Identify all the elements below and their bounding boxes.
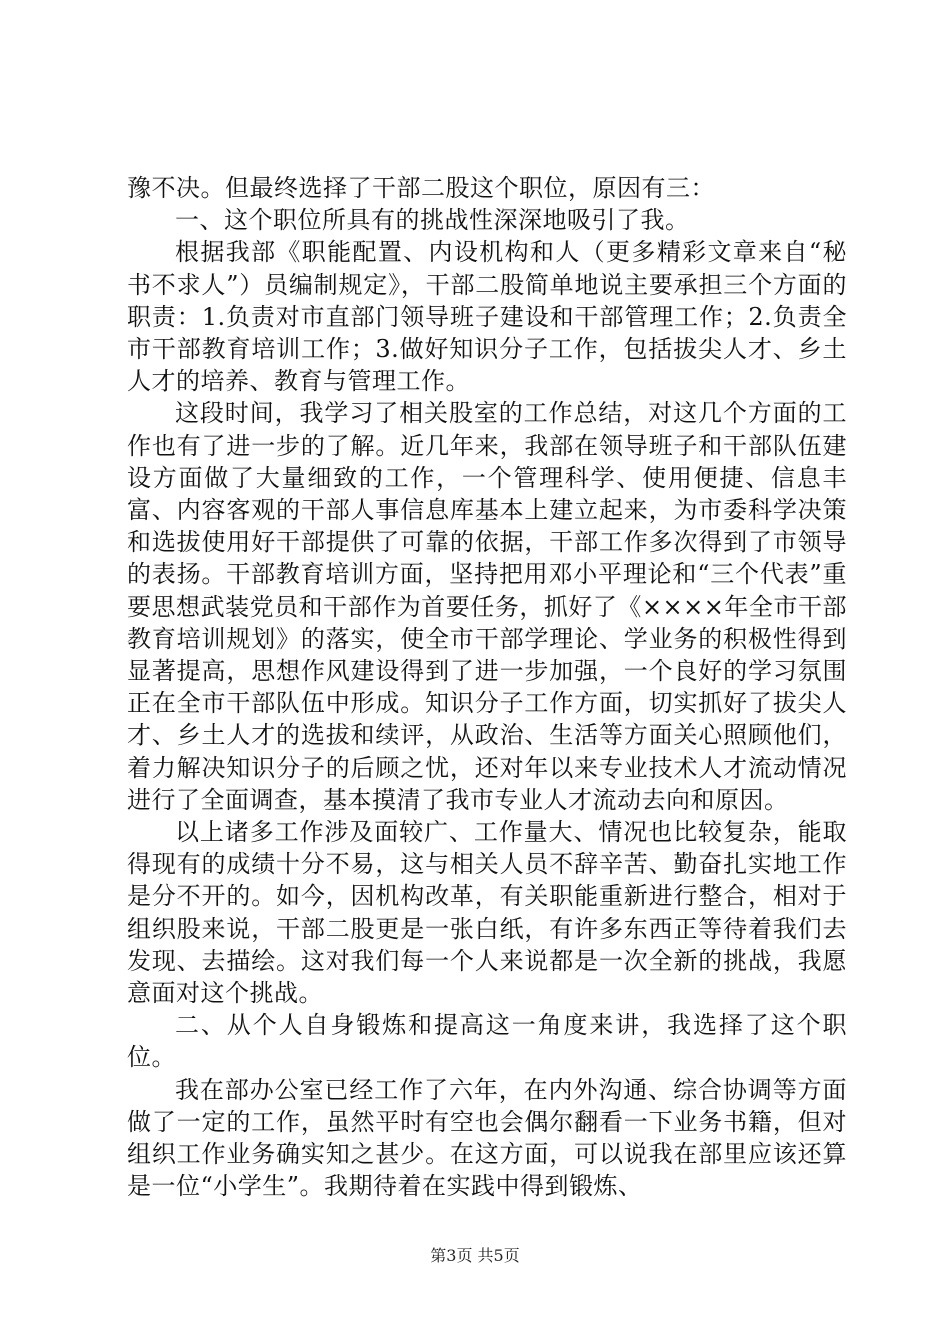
paragraph-personal: 我在部办公室已经工作了六年，在内外沟通、综合协调等方面做了一定的工作，虽然平时有空也会偶尔翻看一下业务书籍，但对组织工作业务确实知之甚少。在这方面，可以说我在部里应该还算是一位“小学生”。我期待着在实践中得到锻炼、 — [127, 1075, 847, 1201]
paragraph-heading-two: 二、从个人自身锻炼和提高这一角度来讲，我选择了这个职位。 — [127, 1011, 847, 1072]
paragraph-heading-one: 一、这个职位所具有的挑战性深深地吸引了我。 — [175, 206, 690, 235]
paragraph-continuation: 豫不决。但最终选择了干部二股这个职位，原因有三： — [127, 174, 715, 202]
paragraph-duties: 根据我部《职能配置、内设机构和人（更多精彩文章来自“秘书不求人”）员编制规定》，干部二股简单地说主要承担三个方面的职责：1.负责对市直部门领导班子建设和干部管理工作；2.负责全市干部教育培训工作；3.做好知识分子工作，包括拔尖人才、乡土人才的培养、教育与管理工作。 — [127, 238, 847, 396]
page-number-footer: 第3页 共5页 — [430, 1246, 520, 1265]
paragraph-work-review: 这段时间，我学习了相关股室的工作总结，对这几个方面的工作也有了进一步的了解。近几年来，我部在领导班子和干部队伍建设方面做了大量细致的工作，一个管理科学、使用便捷、信息丰富、内容客观的干部人事信息库基本上建立起来，为市委科学决策和选拔使用好干部提供了可靠的依据，干部工作多次得到了市领导的表扬。干部教育培训方面，坚持把用邓小平理论和“三个代表”重要思想武装党员和干部作为首要任务，抓好了《××××年全市干部教育培训规划》的落实，使全市干部学理论、学业务的积极性得到显著提高，思想作风建设得到了进一步加强，一个良好的学习氛围正在全市干部队伍中形成。知识分子工作方面，切实抓好了拔尖人才、乡土人才的选拔和续评，从政治、生活等方面关心照顾他们，着力解决知识分子的后顾之忧，还对年以来专业技术人才流动情况进行了全面调查，基本摸清了我市专业人才流动去向和原因。 — [127, 399, 847, 814]
document-body — [127, 172, 847, 1203]
paragraph-challenge: 以上诸多工作涉及面较广、工作量大、情况也比较复杂，能取得现有的成绩十分不易，这与相关人员不辞辛苦、勤奋扎实地工作是分不开的。如今，因机构改革，有关职能重新进行整合，相对于组织股来说，干部二股更是一张白纸，有许多东西正等待着我们去发现、去描绘。这对我们每一个人来说都是一次全新的挑战，我愿意面对这个挑战。 — [127, 818, 847, 1008]
